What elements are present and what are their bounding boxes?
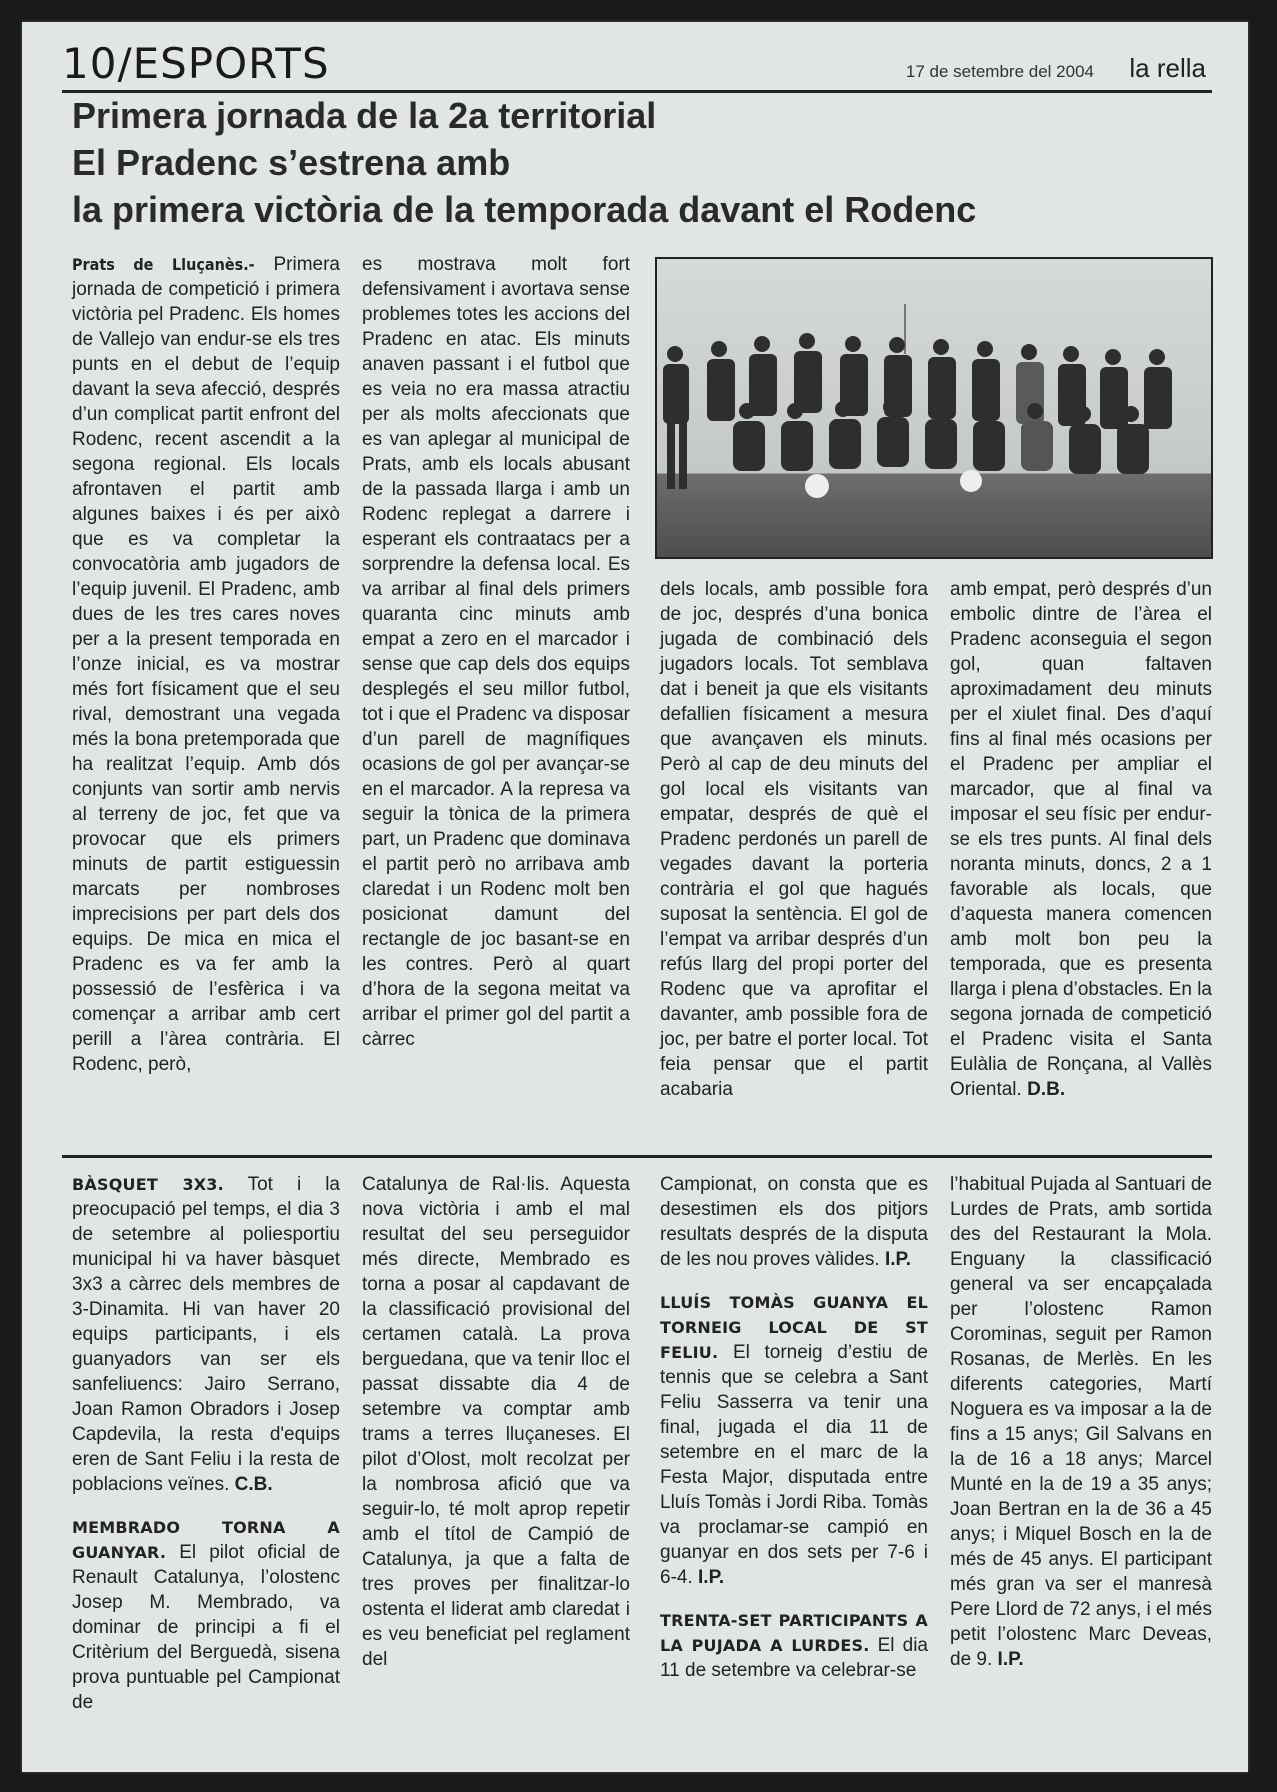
article-text-2: es mostrava molt fort defensivament i avortava sense problemes totes les accions del Pradenc en atac. Els minuts anaven passant i el futbol que es veia no era massa atractiu per als molts afeccionats que es van aplegar al municipal de Prats, amb els locals abusant de la passada llarga i amb un Rodenc replegat a darrere i esperant els contraatacs per a sorprendre la defensa local. Es va arribar al final dels primers quaranta cinc minuts amb empat a zero en el marcador i sense que cap dels dos equips desplegés el seu millor futbol, tot i que el Pradenc va disposar d’un parell de magnífiques ocasions de gol per avançar-se en el marcador. A la represa va seguir la tònica de la primera part, un Pradenc que dominava el partit però no arribava amb claredat i un Rodenc molt ben posicionat damunt del rectangle de joc basant-se en les contres. Però al quart d’hora de la segona meitat va arribar el primer gol del partit a càrrec	[362, 254, 630, 1050]
membrado-text-1: El pilot oficial de Renault Catalunya, l’olostenc Josep M. Membrado, va dominar de principi a fi el Critèrium del Berguedà, sisena prova puntuable pel Campionat de	[72, 1542, 341, 1713]
article-column-2	[362, 252, 630, 1052]
lurdes-title: TRENTA-SET PARTICIPANTS A LA PUJADA A LURDES.	[660, 1611, 928, 1655]
basquet-signature: C.B.	[234, 1474, 273, 1495]
lurdes-signature: I.P.	[997, 1649, 1024, 1670]
section-title: 10/ESPORTS	[62, 39, 330, 88]
publication-name: la rella	[1129, 53, 1206, 83]
page-header	[62, 30, 1212, 93]
article-signature: D.B.	[1027, 1079, 1066, 1100]
section-divider	[62, 1155, 1212, 1158]
article-column-4	[950, 577, 1212, 1102]
issue-date: 17 de setembre del 2004	[905, 62, 1094, 81]
briefs-column-3	[660, 1172, 928, 1683]
team-photo-image	[657, 259, 1211, 557]
headline-title-line-1: El Pradenc s’estrena amb	[72, 142, 511, 183]
basquet-text: Tot i la preocupació pel temps, el dia 3 de setembre al poliesportiu municipal hi va haver bàsquet 3x3 a càrrec dels membres de 3-Dinamita. Hi van haver 20 equips participants, i els guanyadors van ser els sanfeliuencs: Jairo Serrano, Joan Ramon Obradors i Josep Capdevila, la resta d'equips eren de Sant Feliu i la resta de poblacions veïnes.	[72, 1174, 340, 1495]
membrado-text-3: Campionat, on consta que es desestimen els dos pitjors resultats després de la disputa de les nou proves vàlides.	[660, 1174, 928, 1270]
article-dateline: Prats de Lluçanès.-	[72, 255, 255, 274]
tenis-signature: I.P.	[698, 1567, 725, 1588]
membrado-title: MEMBRADO TORNA A GUANYAR.	[72, 1518, 340, 1562]
lurdes-text-1: El dia 11 de setembre va celebrar-se	[660, 1635, 928, 1681]
briefs-column-1	[72, 1172, 340, 1715]
membrado-signature: I.P.	[884, 1249, 912, 1270]
headline-kicker: Primera jornada de la 2a territorial	[72, 95, 657, 136]
team-photo	[655, 257, 1213, 559]
membrado-text-2: Catalunya de Ral·lis. Aquesta nova victòria i amb el mal resultat del seu perseguidor més directe, Membrado es torna a posar al capdavant de la classificació provisional del certamen català. La prova berguedana, que va tenir lloc el passat dissabte dia 4 de setembre va comptar amb trams a terres lluçaneses. El pilot d’Olost, molt recolzat per la nombrosa afició que va seguir-lo, té molt aprop repetir amb el títol de Campió de Catalunya, ja que a falta de tres proves per finalitzar-lo ostenta el liderat amb claredat i es veu beneficiat pel reglament del	[362, 1174, 630, 1670]
newspaper-page	[22, 22, 1248, 1772]
article-column-1	[72, 252, 340, 1077]
briefs-column-4	[950, 1172, 1212, 1672]
headline	[72, 92, 1212, 233]
tenis-title: LLUÍS TOMÀS GUANYA EL TORNEIG LOCAL DE ST FELIU.	[660, 1293, 928, 1362]
basquet-title: BÀSQUET 3X3.	[72, 1175, 224, 1194]
article-text-4: amb empat, però després d’un embolic dintre de l’àrea el Pradenc aconseguia el segon gol, quan faltaven aproximadament deu minuts per el xiulet final. Des d’aquí fins al final més ocasions per el Pradenc per ampliar el marcador, que al final va imposar el seu físic per endur-se els tres punts. Al final dels noranta minuts, doncs, 2 a 1 favorable als locals, que d’aquesta manera comencen amb molt bon peu la temporada, que es presenta llarga i plena d’obstacles. En la segona jornada de competició el Pradenc visita el Santa Eulàlia de Ronçana, al Vallès Oriental.	[950, 579, 1212, 1100]
article-text-1: Primera jornada de competició i primera victòria pel Pradenc. Els homes de Vallejo van endur-se els tres punts en el debut de l’equip davant la seva afecció, després d’un complicat partit enfront del Rodenc, recent ascendit a la segona regional. Els locals afrontaven el partit amb algunes baixes i és per això que es va completar la convocatòria amb jugadors de l’equip juvenil. El Pradenc, amb dues de les tres cares noves per a la present temporada en l’onze inicial, es va mostrar més fort físicament que el seu rival, demostrant una vegada més la bona pretemporada que ha realitzat l’equip. Amb dós conjunts van sortir amb nervis al terreny de joc, fet que va provocar que els primers minuts de partit estiguessin marcats per nombroses imprecisions per part dels dos equips. De mica en mica el Pradenc es va fer amb la possessió de l’esfèrica i va començar a arribar amb cert perill a l’àrea contrària. El Rodenc, però,	[72, 254, 340, 1075]
tenis-text: El torneig d’estiu de tennis que se celebra a Sant Feliu Sasserra va tenir una final, jugada el dia 11 de setembre en el marc de la Festa Major, disputada entre Lluís Tomàs i Jordi Riba. Tomàs va proclamar-se campió en guanyar en dos sets per 7-6 i 6-4.	[660, 1342, 928, 1588]
briefs-column-2	[362, 1172, 630, 1672]
article-column-3	[660, 577, 928, 1102]
article-text-3: dels locals, amb possible fora de joc, després d’una bonica jugada de combinació dels jugadors locals. Tot semblava dat i beneit ja que els visitants defallien físicament a mesura que avançaven els minuts. Però al cap de deu minuts del gol local els visitants van empatar, després de què el Pradenc perdonés un parell de vegades davant la porteria contrària el gol que hagués suposat la sentència. El gol de l’empat va arribar després d’un refús llarg del propi porter del Rodenc que va aprofitar el davanter, amb possible fora de joc, per batre el porter local. Tot feia pensar que el partit acabaria	[660, 579, 928, 1100]
lurdes-text-2: l’habitual Pujada al Santuari de Lurdes de Prats, amb sortida des del Restaurant la Mola. Enguany la classificació general va ser encapçalada per l’olostenc Ramon Corominas, seguit per Ramon Rosanas, de Merlès. En les diferents categories, Martí Noguera es va imposar a la de fins a 15 anys; Gil Salvans en la de 16 a 18 anys; Marcel Munté en la de 19 a 35 anys; Joan Bertran en la de 36 a 45 anys; i Miquel Bosch en la de més de 45 anys. El participant més gran va ser el manresà Pere Llord de 72 anys, i el més petit l’olostenc Marc Deveas, de 9.	[950, 1174, 1212, 1670]
headline-title-line-2: la primera victòria de la temporada davant el Rodenc	[72, 189, 977, 230]
